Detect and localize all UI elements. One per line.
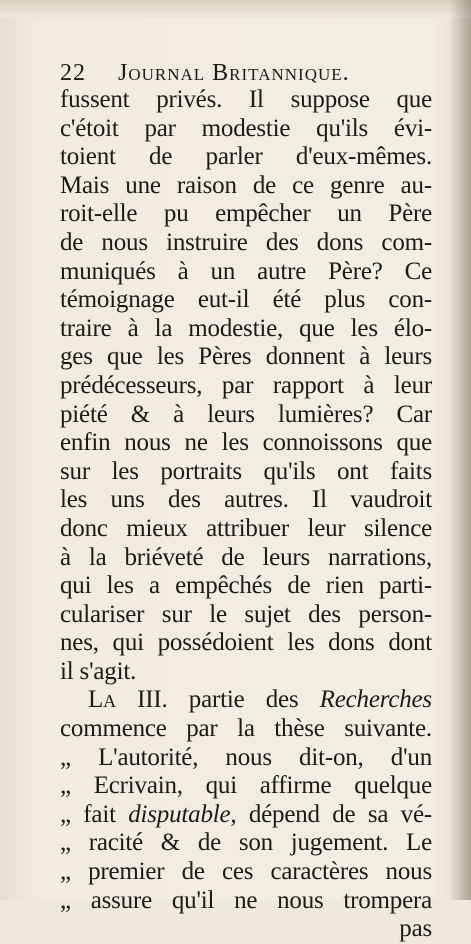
text-line: „ racité & de son jugement. Le <box>60 829 432 857</box>
text-line: fussent privés. Il suppose que <box>60 86 432 113</box>
text-line: toient de parler d'eux-mêmes. <box>60 143 432 171</box>
text-line: piété & à leurs lumières? Car <box>60 400 432 428</box>
gutter-shadow <box>449 0 471 900</box>
body-text <box>60 86 432 944</box>
text-line: de nous instruire des dons com- <box>60 228 432 256</box>
italic-word: disputable <box>128 800 231 828</box>
text-line: nes, qui possédoient les dons dont <box>60 629 432 657</box>
text-line: enfin nous ne les connoissons que <box>60 429 432 457</box>
text-line: à la briéveté de leurs narrations, <box>60 543 432 571</box>
italic-title: Recherches <box>319 686 432 714</box>
running-title: Journal Britannique. <box>118 60 350 86</box>
text-line: traire à la modestie, que les élo- <box>60 314 432 342</box>
text-line: les uns des autres. Il vaudroit <box>60 486 432 514</box>
text-line-italic-word: „ fait disputable, dépend de sa vé- <box>60 800 432 828</box>
paragraph-lead-line <box>60 686 432 715</box>
text-line: „ assure qu'il ne nous trompera <box>60 886 432 914</box>
text-line: Mais une raison de ce genre au- <box>60 171 432 199</box>
text-line: prédécesseurs, par rapport à leur <box>60 371 432 399</box>
text-line: „ premier de ces caractères nous <box>60 858 432 886</box>
text-line: témoignage eut-il été plus con- <box>60 286 432 314</box>
lead-word: La <box>88 686 116 714</box>
text-line: muniqués à un autre Père? Ce <box>60 257 432 285</box>
text-line: „ Ecrivain, qui affirme quelque <box>60 772 432 800</box>
text-line: commence par la thèse suivante. <box>60 715 432 743</box>
text-line: ges que les Pères donnent à leurs <box>60 343 432 371</box>
text-line: „ L'autorité, nous dit-on, d'un <box>60 743 432 771</box>
text-line: c'étoit par modestie qu'ils évi- <box>60 114 432 142</box>
catchword: pas <box>399 915 432 943</box>
lead-rest: III. partie des <box>137 686 299 714</box>
page-top-edge <box>0 0 471 18</box>
text-line: roit-elle pu empêcher un Père <box>60 200 432 228</box>
running-header <box>60 60 440 86</box>
text-line: il s'agit. <box>60 657 137 685</box>
text-line: qui les a empêchés de rien parti- <box>60 572 432 600</box>
text-line: donc mieux attribuer leur silence <box>60 514 432 542</box>
text-line: culariser sur le sujet des person- <box>60 600 432 628</box>
page-number: 22 <box>60 60 86 86</box>
text-line: sur les portraits qu'ils ont faits <box>60 457 432 485</box>
